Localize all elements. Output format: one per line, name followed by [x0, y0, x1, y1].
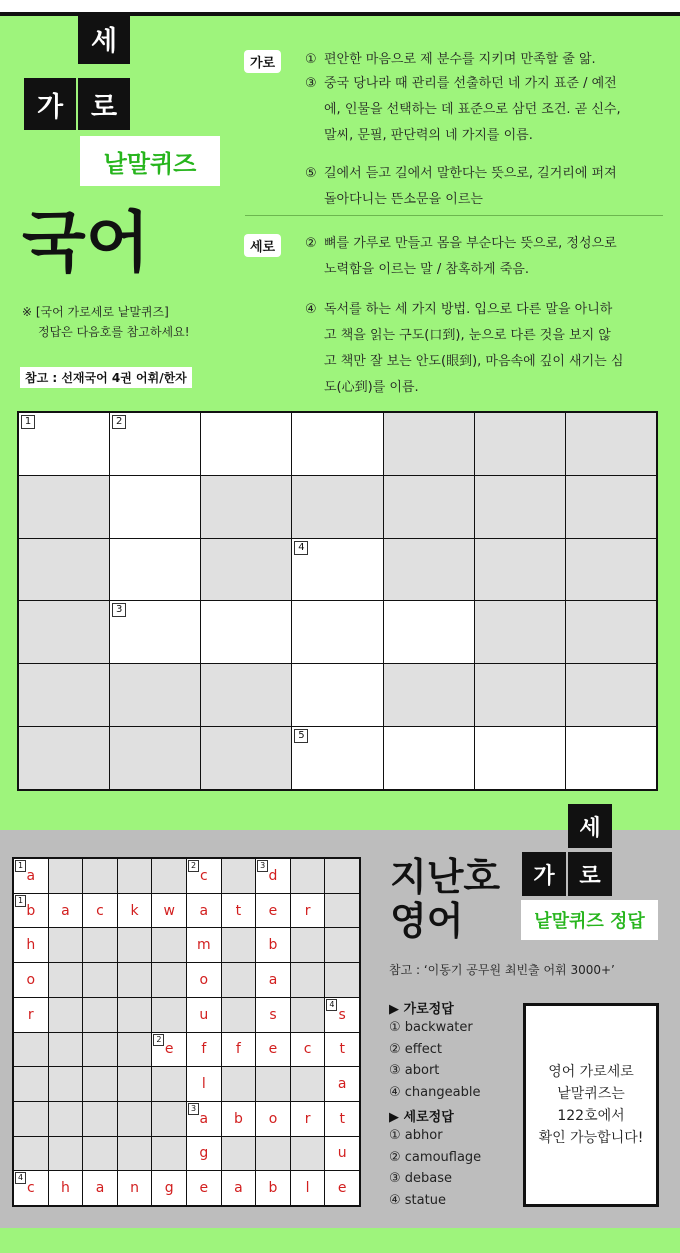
answer-letter: m: [196, 937, 211, 954]
answer-cell: [291, 1137, 325, 1171]
grid-cell[interactable]: [384, 601, 474, 663]
grid-cell[interactable]: [201, 413, 291, 475]
answer-cell: [118, 1067, 152, 1101]
answer-cell: [14, 859, 48, 893]
answer-cell: [187, 1067, 221, 1101]
answer-letter: t: [235, 902, 242, 919]
grid-cell: [566, 664, 656, 726]
across-clue-number: ③: [305, 76, 317, 91]
grid-cell: [292, 476, 382, 538]
answer-cell: [49, 998, 83, 1032]
answer-item: ③ debase: [389, 1171, 453, 1186]
grid-cell: [566, 476, 656, 538]
answer-chip: 낱말퀴즈 정답: [521, 900, 658, 940]
answer-cell: [83, 1102, 117, 1136]
answer-letter: n: [130, 1180, 140, 1197]
grid-cell: [384, 664, 474, 726]
answer-cell: [256, 998, 290, 1032]
footer-band: [0, 1228, 680, 1253]
answer-item: ① abhor: [389, 1128, 443, 1143]
answer-cell: [14, 1171, 48, 1205]
answer-item: ③ abort: [389, 1063, 440, 1078]
clue-number-label: 4: [294, 541, 308, 555]
answer-letter: a: [234, 1180, 243, 1197]
notice-box: [523, 1003, 659, 1207]
grid-cell: [566, 539, 656, 601]
down-clue-number: ②: [305, 236, 317, 251]
clue-number-label: 2: [112, 415, 126, 429]
across-clue-line: 말씨, 문필, 판단력의 네 가지를 이름.: [324, 128, 533, 143]
answer-cell: [256, 1033, 290, 1067]
answer-number-label: 4: [326, 999, 337, 1011]
down-clue-line: 고 책만 잘 보는 안도(眼到), 마음속에 깊이 새기는 심: [324, 354, 624, 369]
across-clue-number: ⑤: [305, 166, 317, 181]
answer-cell: [187, 1171, 221, 1205]
across-answers-heading: ▶ 가로정답: [389, 1002, 454, 1017]
answer-cell: [83, 1033, 117, 1067]
down-clue-number: ④: [305, 302, 317, 317]
logo2-se: 세: [568, 804, 612, 848]
grid-cell: [201, 539, 291, 601]
logo-se: 세: [78, 12, 130, 64]
answer-cell: [152, 998, 186, 1032]
grid-cell: [566, 601, 656, 663]
answer-letter: d: [268, 867, 278, 884]
answer-cell: [14, 1137, 48, 1171]
notice-line: 122호에서: [557, 1108, 625, 1124]
answer-number-label: 2: [188, 860, 199, 872]
answer-letter: l: [201, 1076, 206, 1093]
answer-cell: [49, 1033, 83, 1067]
across-clue-line: 길에서 듣고 길에서 말한다는 뜻으로, 길거리에 퍼져: [324, 166, 617, 181]
grid-cell[interactable]: [292, 727, 382, 789]
answer-cell: [325, 1033, 359, 1067]
answer-cell: [49, 1137, 83, 1171]
answer-letter: f: [235, 1041, 241, 1058]
answer-letter: w: [163, 902, 175, 919]
answer-cell: [325, 1102, 359, 1136]
answer-number-label: 3: [188, 1103, 199, 1115]
answer-letter: e: [337, 1180, 347, 1197]
answer-letter: e: [268, 902, 278, 919]
answer-cell: [49, 859, 83, 893]
answer-number-label: 3: [257, 860, 268, 872]
across-clue-line: 중국 당나라 때 관리를 선출하던 네 가지 표준 / 예전: [324, 76, 617, 91]
answer-cell: [222, 1067, 256, 1101]
crossword-grid: [17, 411, 658, 791]
answer-cell: [49, 1171, 83, 1205]
grid-cell: [110, 727, 200, 789]
grid-cell[interactable]: [475, 727, 565, 789]
answer-letter: k: [130, 902, 139, 919]
page-title: 국어: [22, 204, 150, 281]
answer-cell: [14, 1067, 48, 1101]
answer-number-label: 4: [15, 1172, 26, 1184]
answer-letter: a: [268, 971, 278, 988]
logo2-ro: 로: [568, 852, 612, 896]
answer-cell: [152, 963, 186, 997]
grid-cell[interactable]: [566, 727, 656, 789]
answer-cell: [83, 1171, 117, 1205]
current-quiz-section: [0, 12, 680, 830]
answer-letter: a: [199, 1110, 209, 1127]
grid-cell[interactable]: [110, 413, 200, 475]
answer-letter: h: [26, 937, 36, 954]
answer-cell: [83, 963, 117, 997]
previous-title-line2: 영어: [390, 899, 464, 943]
answer-cell: [83, 998, 117, 1032]
answer-cell: [256, 1171, 290, 1205]
answer-cell: [118, 1137, 152, 1171]
answer-cell: [256, 1067, 290, 1101]
grid-cell: [19, 539, 109, 601]
answer-cell: [49, 1067, 83, 1101]
answer-letter: c: [199, 867, 208, 884]
answer-item: ② camouflage: [389, 1149, 482, 1165]
answer-letter: o: [199, 971, 209, 988]
answer-letter: c: [303, 1041, 312, 1058]
answer-cell: [325, 998, 359, 1032]
grid-cell[interactable]: [292, 413, 382, 475]
down-clue-line: 도(心到)를 이름.: [324, 380, 419, 395]
grid-cell: [475, 413, 565, 475]
answer-cell: [49, 963, 83, 997]
answer-cell: [325, 963, 359, 997]
answer-letter: a: [61, 902, 70, 919]
answer-cell: [256, 963, 290, 997]
answer-letter: t: [339, 1041, 345, 1058]
answer-cell: [152, 1067, 186, 1101]
down-tag: 세로: [244, 234, 281, 257]
answer-letter: r: [304, 1110, 311, 1127]
grid-cell[interactable]: [110, 601, 200, 663]
grid-cell[interactable]: [292, 601, 382, 663]
grid-cell: [384, 413, 474, 475]
answer-cell: [118, 928, 152, 962]
answer-letter: t: [339, 1110, 345, 1127]
answer-letter: r: [304, 902, 311, 919]
answer-cell: [14, 928, 48, 962]
grid-cell[interactable]: [292, 664, 382, 726]
answer-letter: b: [268, 1180, 278, 1197]
answer-item: ④ changeable: [389, 1084, 481, 1100]
quiz-chip: 낱말퀴즈: [80, 136, 220, 186]
answer-item: ② effect: [389, 1041, 442, 1057]
answer-cell: [152, 1102, 186, 1136]
answer-cell: [152, 859, 186, 893]
across-clue-line: 편안한 마음으로 제 분수를 지키며 만족할 줄 앎.: [324, 52, 596, 67]
grid-cell: [110, 664, 200, 726]
answer-letter: f: [201, 1041, 207, 1058]
answer-item: ① backwater: [389, 1020, 473, 1035]
answer-cell: [291, 1171, 325, 1205]
across-clue-line: 에, 인물을 선택하는 데 표준으로 삼던 조건. 곧 신수,: [324, 102, 621, 117]
answer-cell: [187, 963, 221, 997]
answer-cell: [291, 998, 325, 1032]
answer-cell: [222, 1033, 256, 1067]
answer-cell: [152, 928, 186, 962]
answer-cell: [291, 963, 325, 997]
answer-cell: [49, 894, 83, 928]
answer-number-label: 1: [15, 895, 26, 907]
grid-cell[interactable]: [110, 539, 200, 601]
answer-cell: [291, 1102, 325, 1136]
answer-letter: l: [305, 1180, 310, 1197]
clue-number-label: 3: [112, 603, 126, 617]
answer-letter: a: [199, 902, 209, 919]
across-tag: 가로: [244, 50, 281, 73]
grid-cell: [201, 727, 291, 789]
answer-cell: [325, 1137, 359, 1171]
answer-cell: [325, 928, 359, 962]
grid-cell[interactable]: [110, 476, 200, 538]
answer-letter: s: [269, 1006, 277, 1023]
clue-divider: [245, 215, 663, 216]
answer-number-label: 1: [15, 860, 26, 872]
answer-cell: [222, 859, 256, 893]
grid-cell[interactable]: [19, 413, 109, 475]
answer-cell: [118, 859, 152, 893]
grid-cell: [19, 664, 109, 726]
answer-cell: [187, 894, 221, 928]
answer-cell: [325, 894, 359, 928]
answer-letter: s: [338, 1006, 346, 1023]
grid-cell: [201, 476, 291, 538]
answer-cell: [152, 1137, 186, 1171]
grid-cell: [384, 476, 474, 538]
answer-cell: [291, 1033, 325, 1067]
grid-cell: [384, 539, 474, 601]
answer-cell: [222, 928, 256, 962]
grid-cell: [19, 601, 109, 663]
answer-cell: [14, 963, 48, 997]
answer-cell: [187, 998, 221, 1032]
grid-cell[interactable]: [384, 727, 474, 789]
clue-number-label: 5: [294, 729, 308, 743]
previous-title: [390, 855, 500, 943]
grid-cell: [475, 539, 565, 601]
answer-cell: [83, 1067, 117, 1101]
previous-reference: 참고 : ‘이동기 공무원 최빈출 어휘 3000+’: [389, 963, 615, 977]
answer-letter: o: [26, 971, 36, 988]
answer-cell: [118, 998, 152, 1032]
answer-cell: [49, 1102, 83, 1136]
answer-cell: [14, 998, 48, 1032]
answer-cell: [14, 1102, 48, 1136]
grid-cell[interactable]: [201, 601, 291, 663]
answer-letter: g: [164, 1180, 174, 1197]
down-clue-line: 고 책을 읽는 구도(口到), 눈으로 다른 것을 보지 않: [324, 328, 611, 343]
answer-cell: [222, 1171, 256, 1205]
answer-cell: [152, 1033, 186, 1067]
logo-ga: 가: [24, 78, 76, 130]
answer-cell: [83, 894, 117, 928]
answer-letter: c: [26, 1180, 35, 1197]
answer-cell: [325, 1067, 359, 1101]
notice-line: 낱말퀴즈는: [557, 1086, 625, 1102]
answer-cell: [187, 928, 221, 962]
answer-letter: e: [164, 1041, 174, 1058]
answer-note-line1: ※ [국어 가로세로 낱말퀴즈]: [22, 305, 169, 319]
answer-cell: [187, 1137, 221, 1171]
answer-cell: [83, 859, 117, 893]
answer-cell: [152, 894, 186, 928]
notice-line: 확인 가능합니다!: [538, 1130, 644, 1146]
answer-cell: [49, 928, 83, 962]
down-clue-line: 노력함을 이르는 말 / 참혹하게 죽음.: [324, 262, 529, 277]
answer-cell: [291, 894, 325, 928]
answer-cell: [118, 1102, 152, 1136]
answer-letter: a: [337, 1076, 347, 1093]
answer-cell: [118, 963, 152, 997]
answer-cell: [291, 928, 325, 962]
answer-note: [22, 302, 190, 342]
answer-cell: [256, 1102, 290, 1136]
answer-cell: [187, 1102, 221, 1136]
logo-ro: 로: [78, 78, 130, 130]
across-clue-number: ①: [305, 52, 317, 67]
clue-number-label: 1: [21, 415, 35, 429]
answer-cell: [187, 1033, 221, 1067]
answer-letter: o: [268, 1110, 278, 1127]
answer-grid: [12, 857, 361, 1207]
answer-number-label: 2: [153, 1034, 164, 1046]
answer-cell: [83, 1137, 117, 1171]
down-answers-heading: ▶ 세로정답: [389, 1110, 454, 1125]
answer-cell: [14, 1033, 48, 1067]
answer-cell: [222, 998, 256, 1032]
answer-cell: [118, 1171, 152, 1205]
answer-letter: u: [199, 1006, 209, 1023]
answer-cell: [118, 894, 152, 928]
answer-cell: [222, 1102, 256, 1136]
answer-cell: [256, 1137, 290, 1171]
answer-cell: [291, 859, 325, 893]
grid-cell: [201, 664, 291, 726]
answer-cell: [222, 894, 256, 928]
answer-cell: [325, 1171, 359, 1205]
answer-cell: [256, 894, 290, 928]
answer-letter: a: [26, 867, 36, 884]
answer-letter: b: [233, 1110, 243, 1127]
answer-cell: [256, 928, 290, 962]
answer-letter: e: [199, 1180, 209, 1197]
answer-letter: r: [27, 1006, 34, 1023]
answer-letter: c: [96, 902, 104, 919]
answer-letter: u: [337, 1145, 347, 1162]
answer-cell: [118, 1033, 152, 1067]
grid-cell: [19, 727, 109, 789]
grid-cell[interactable]: [292, 539, 382, 601]
grid-cell: [19, 476, 109, 538]
answer-letter: g: [199, 1145, 209, 1162]
answer-letter: e: [268, 1041, 278, 1058]
answer-letter: a: [95, 1180, 105, 1197]
answer-item: ④ statue: [389, 1192, 446, 1208]
notice-line: 영어 가로세로: [548, 1064, 634, 1080]
answer-cell: [291, 1067, 325, 1101]
answer-letter: b: [268, 937, 278, 954]
previous-title-line1: 지난호: [390, 855, 501, 899]
answer-letter: h: [60, 1180, 70, 1197]
answer-cell: [222, 963, 256, 997]
answer-cell: [152, 1171, 186, 1205]
grid-cell: [475, 476, 565, 538]
answer-cell: [222, 1137, 256, 1171]
grid-cell: [475, 601, 565, 663]
answer-letter: b: [26, 902, 36, 919]
reference-label: 참고 : 선재국어 4권 어휘/한자: [20, 367, 192, 388]
answer-cell: [14, 894, 48, 928]
grid-cell: [475, 664, 565, 726]
answer-cell: [187, 859, 221, 893]
logo2-ga: 가: [522, 852, 566, 896]
grid-cell: [566, 413, 656, 475]
answer-cell: [256, 859, 290, 893]
down-clue-line: 독서를 하는 세 가지 방법. 입으로 다른 말을 아니하: [324, 302, 613, 317]
down-clue-line: 뼈를 가루로 만들고 몸을 부순다는 뜻으로, 정성으로: [324, 236, 617, 251]
answer-note-line2: 정답은 다음호를 참고하세요!: [38, 325, 190, 339]
across-clue-line: 돌아다니는 뜬소문을 이르는: [324, 192, 483, 207]
answer-cell: [83, 928, 117, 962]
answer-cell: [325, 859, 359, 893]
